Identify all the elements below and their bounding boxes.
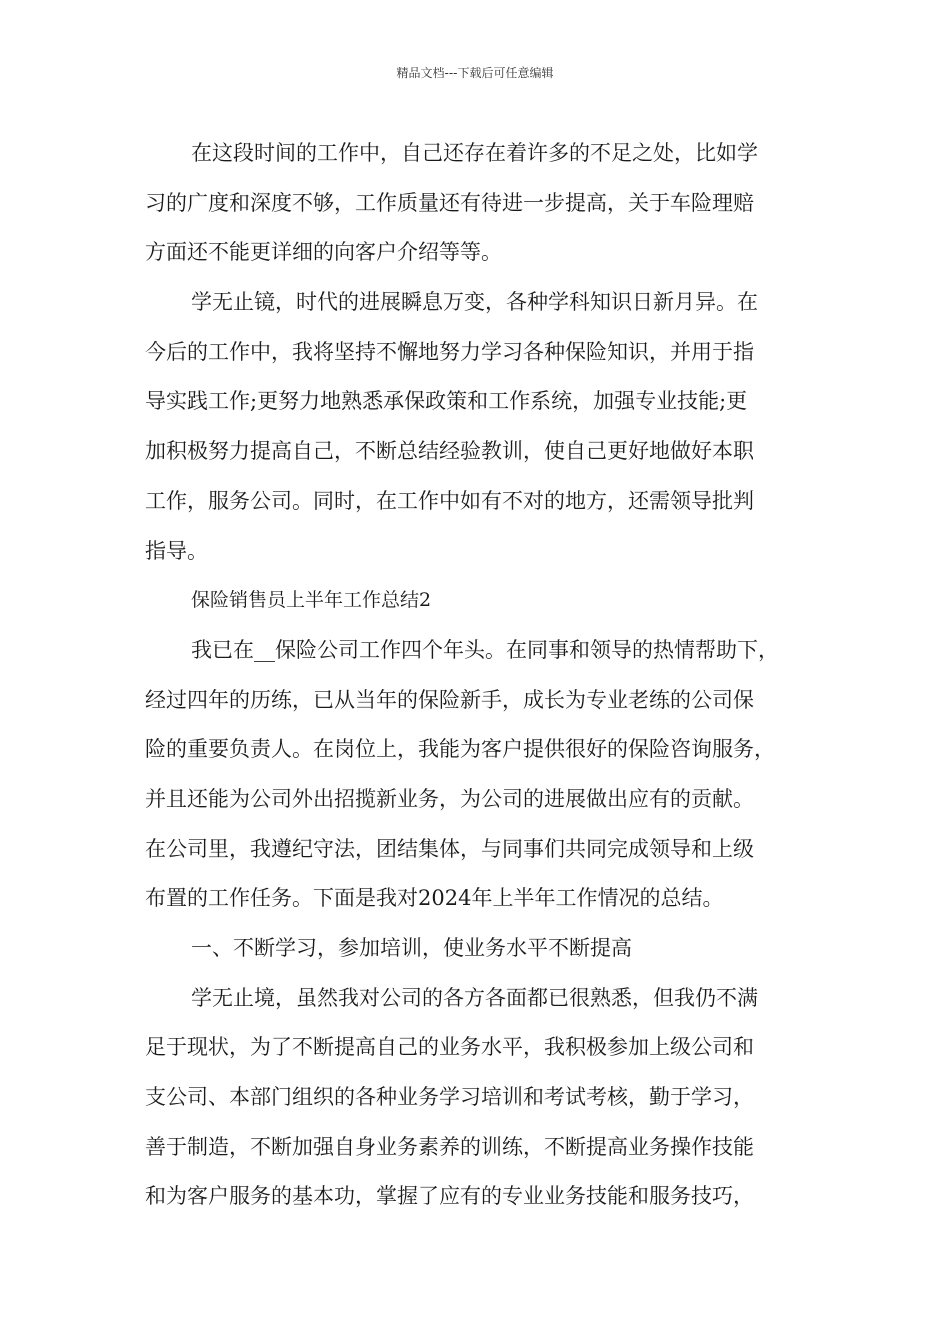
text-line: 在这段时间的工作中，自己还存在着许多的不足之处，比如学: [191, 141, 758, 165]
text-line: 习的广度和深度不够，工作质量还有待进一步提高，关于车险理赔: [145, 190, 754, 215]
text-line: 并且还能为公司外出招揽新业务，为公司的进展做出应有的贡献。: [145, 786, 754, 811]
text-line: 和为客户服务的基本功，掌握了应有的专业业务技能和服务技巧，: [145, 1184, 754, 1209]
text-line: 方面还不能更详细的向客户介绍等等。: [145, 240, 502, 265]
subsection-heading: 一、不断学习，参加培训，使业务水平不断提高: [191, 936, 632, 960]
text-line: 工作，服务公司。同时，在工作中如有不对的地方，还需领导批判: [145, 488, 754, 513]
text-line: 学无止镜，时代的进展瞬息万变，各种学科知识日新月异。在: [191, 290, 758, 315]
text-line: 指导。: [145, 538, 208, 563]
section-title: 保险销售员上半年工作总结2: [191, 589, 432, 612]
text-line: 导实践工作;更努力地熟悉承保政策和工作系统，加强专业技能;更: [145, 389, 748, 414]
text-line: 足于现状，为了不断提高自己的业务水平，我积极参加上级公司和: [145, 1035, 754, 1060]
text-line: 我已在__保险公司工作四个年头。在同事和领导的热情帮助下，: [191, 637, 779, 662]
text-line: 支公司、本部门组织的各种业务学习培训和考试考核，勤于学习，: [145, 1085, 754, 1110]
text-line: 学无止境，虽然我对公司的各方各面都已很熟悉，但我仍不满: [191, 985, 758, 1010]
text-line: 险的重要负责人。在岗位上，我能为客户提供很好的保险咨询服务，: [145, 737, 775, 762]
text-line: 经过四年的历练，已从当年的保险新手，成长为专业老练的公司保: [145, 687, 754, 712]
text-line: 加积极努力提高自己，不断总结经验教训，使自己更好地做好本职: [145, 439, 754, 464]
text-line: 在公司里，我遵纪守法，团结集体，与同事们共同完成领导和上级: [145, 836, 754, 861]
page-header: 精品文档---下载后可任意编辑: [396, 66, 554, 80]
text-line: 布置的工作任务。下面是我对2024年上半年工作情况的总结。: [145, 886, 724, 911]
text-line: 今后的工作中，我将坚持不懈地努力学习各种保险知识，并用于指: [145, 339, 754, 364]
text-line: 善于制造，不断加强自身业务素养的训练，不断提高业务操作技能: [145, 1134, 754, 1159]
document-body: [145, 129, 825, 1222]
